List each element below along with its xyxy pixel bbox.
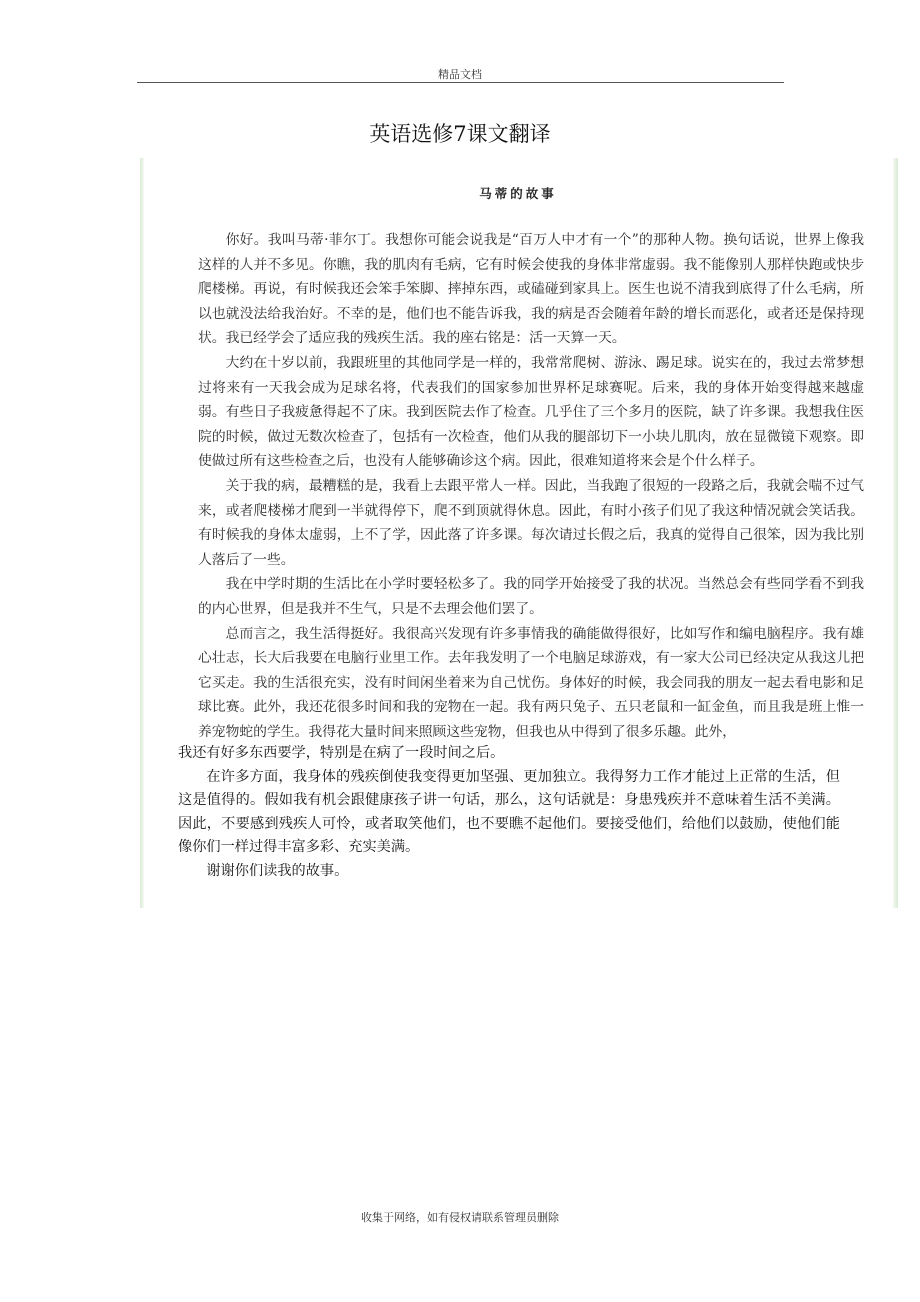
footer-label: 收集于网络，如有侵权请联系管理员删除 [361, 1211, 559, 1224]
page-title: 英语选修7课文翻译 [369, 122, 551, 146]
story-paragraph: 谢谢你们读我的故事。 [206, 862, 349, 879]
story-title: 马蒂的故事 [479, 186, 557, 201]
story-paragraph: 大约在十岁以前，我跟班里的其他同学是一样的，我常常爬树、游泳、踢足球。说实在的，我过去常梦想过将来有一天我会成为足球名将，代表我们的国家参加世界杯足球赛呢。后来，我的身体开始变得越来越虚弱。有些日子我疲惫得起不了床。我到医院去作了检查。几乎住了三个多月的医院，缺了许多课。我想我住医院的时候，做过无数次检查了，包括有一次检查，他们从我的腿部切下一小块儿肌肉，放在显微镜下观察。即使做过所有这些检查之后，也没有人能够确诊这个病。因此，很难知道将来会是个什么样子。 [198, 354, 864, 470]
story-paragraph: 你好。我叫马蒂·菲尔丁。我想你可能会说我是“百万人中才有一个”的那种人物。换句话说，世界上像我这样的人并不多见。你瞧，我的肌肉有毛病，它有时候会使我的身体非常虚弱。我不能像别人那样快跑或快步爬楼梯。再说，有时候我还会笨手笨脚、摔掉东西，或磕碰到家具上。医生也说不清我到底得了什么毛病，所以也就没法给我治好。不幸的是，他们也不能告诉我，我的病是否会随着年龄的增长而恶化，或者还是保持现状。我已经学会了适应我的残疾生活。我的座右铭是：活一天算一天。 [198, 232, 864, 347]
story-body-upper [198, 228, 864, 744]
story-paragraph: 总而言之，我生活得挺好。我很高兴发现有许多事情我的确能做得很好，比如写作和编电脑程序。我有雄心壮志，长大后我要在电脑行业里工作。去年我发明了一个电脑足球游戏，有一家大公司已经决定从我这儿把它买走。我的生活很充实，没有时间闲坐着来为自己忧伤。身体好的时候，我会同我的朋友一起去看电影和足球比赛。此外，我还花很多时间和我的宠物在一起。我有两只兔子、五只老鼠和一缸金鱼，而且我是班上惟一养宠物蛇的学生。我得花大量时间来照顾这些宠物，但我也从中得到了很多乐趣。此外， [198, 625, 864, 740]
story-paragraph: 在许多方面，我身体的残疾倒使我变得更加坚强、更加独立。我得努力工作才能过上正常的生活，但这是值得的。假如我有机会跟健康孩子讲一句话，那么，这句话就是：身患残疾并不意味着生活不美满。因此，不要感到残疾人可怜，或者取笑他们，也不要瞧不起他们。要接受他们，给他们以鼓励，使他们能像你们一样过得丰富多彩、充实美满。 [178, 768, 840, 856]
story-paragraph: 我还有好多东西要学，特别是在病了一段时间之后。 [178, 745, 505, 761]
scan-left-edge [140, 158, 144, 908]
header-label: 精品文档 [438, 68, 482, 81]
story-paragraph: 关于我的病，最糟糕的是，我看上去跟平常人一样。因此，当我跑了很短的一段路之后，我就会喘不过气来，或者爬楼梯才爬到一半就得停下，爬不到顶就得休息。因此，有时小孩子们见了我这种情况就会笑话我。有时候我的身体太虚弱，上不了学，因此落了许多课。每次请过长假之后，我真的觉得自己很笨，因为我比别人落后了一些。 [198, 477, 864, 568]
scan-right-edge [893, 158, 898, 908]
story-paragraph: 我在中学时期的生活比在小学时要轻松多了。我的同学开始接受了我的状况。当然总会有些同学看不到我的内心世界，但是我并不生气，只是不去理会他们罢了。 [198, 576, 864, 617]
story-body-lower [178, 742, 840, 884]
header-divider [137, 82, 784, 83]
